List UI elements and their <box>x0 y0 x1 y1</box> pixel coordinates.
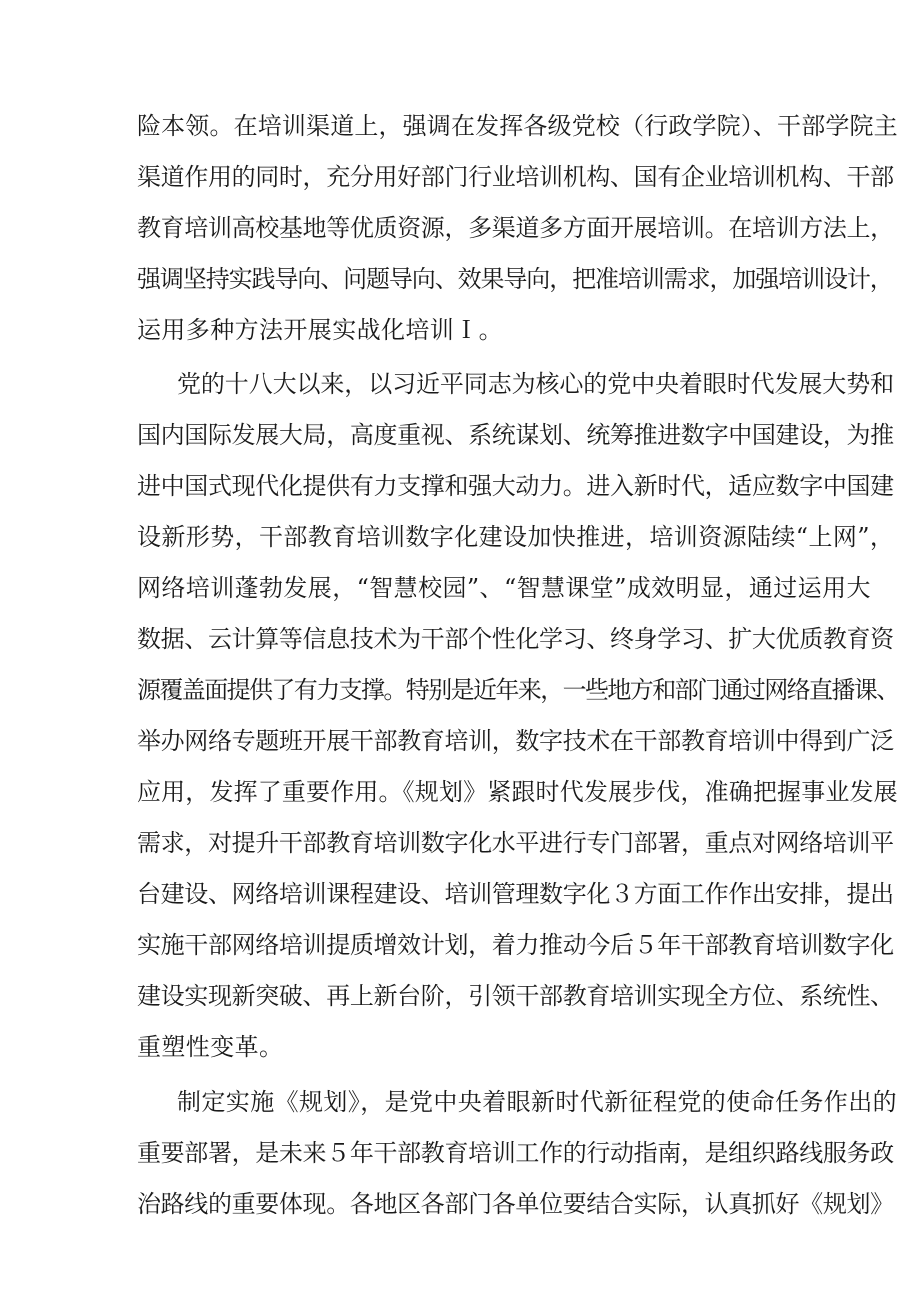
paragraph-line: 渠道作用的同时，充分用好部门行业培训机构、国有企业培训机构、干部 <box>137 163 894 191</box>
paragraph-line: 运用多种方法开展实战化培训Ｉ。 <box>137 316 503 344</box>
paragraph-line: 举办网络专题班开展干部教育培训，数字技术在干部教育培训中得到广泛 <box>137 727 894 755</box>
paragraph-line: 强调坚持实践导向、问题导向、效果导向，把准培训需求，加强培训设计， <box>137 265 893 293</box>
paragraph-line: 治路线的重要体现。各地区各部门各单位要结合实际，认真抓好《规划》 <box>137 1190 894 1218</box>
paragraph-line: 险本领。在培训渠道上，强调在发挥各级党校（行政学院）、干部学院主 <box>137 112 898 140</box>
paragraph-line: 重要部署，是未来５年干部教育培训工作的行动指南，是组织路线服务政 <box>137 1139 894 1167</box>
paragraph-line: 应用，发挥了重要作用。《规划》紧跟时代发展步伐，准确把握事业发展 <box>137 778 898 806</box>
paragraph-line: 实施干部网络培训提质增效计划，着力推动今后５年干部教育培训数字化 <box>137 931 894 959</box>
paragraph-line: 台建设、网络培训课程建设、培训管理数字化３方面工作作出安排，提出 <box>137 880 894 908</box>
paragraph-line: 源覆盖面提供了有力支撑。特别是近年来，一些地方和部门通过网络直播课、 <box>137 676 899 704</box>
paragraph-line: 党的十八大以来，以习近平同志为核心的党中央着眼时代发展大势和 <box>177 370 894 398</box>
paragraph-line: 建设实现新突破、再上新台阶，引领干部教育培训实现全方位、系统性、 <box>137 982 894 1010</box>
paragraph-line: 教育培训高校基地等优质资源，多渠道多方面开展培训。在培训方法上， <box>137 214 894 242</box>
paragraph-line: 重塑性变革。 <box>137 1033 284 1061</box>
paragraph-line: 需求，对提升干部教育培训数字化水平进行专门部署，重点对网络培训平 <box>137 829 894 857</box>
paragraph-line: 设新形势，干部教育培训数字化建设加快推进，培训资源陆续“上网”， <box>137 523 895 551</box>
paragraph-line: 进中国式现代化提供有力支撑和强大动力。进入新时代，适应数字中国建 <box>137 472 894 500</box>
paragraph-line: 制定实施《规划》，是党中央着眼新时代新征程党的使命任务作出的 <box>177 1088 897 1116</box>
paragraph-line: 数据、云计算等信息技术为干部个性化学习、终身学习、扩大优质教育资 <box>137 625 894 653</box>
paragraph-line: 网络培训蓬勃发展，“智慧校园”、“智慧课堂”成效明显，通过运用大 <box>137 574 871 602</box>
paragraph-line: 国内国际发展大局，高度重视、系统谋划、统筹推进数字中国建设，为推 <box>137 421 894 449</box>
